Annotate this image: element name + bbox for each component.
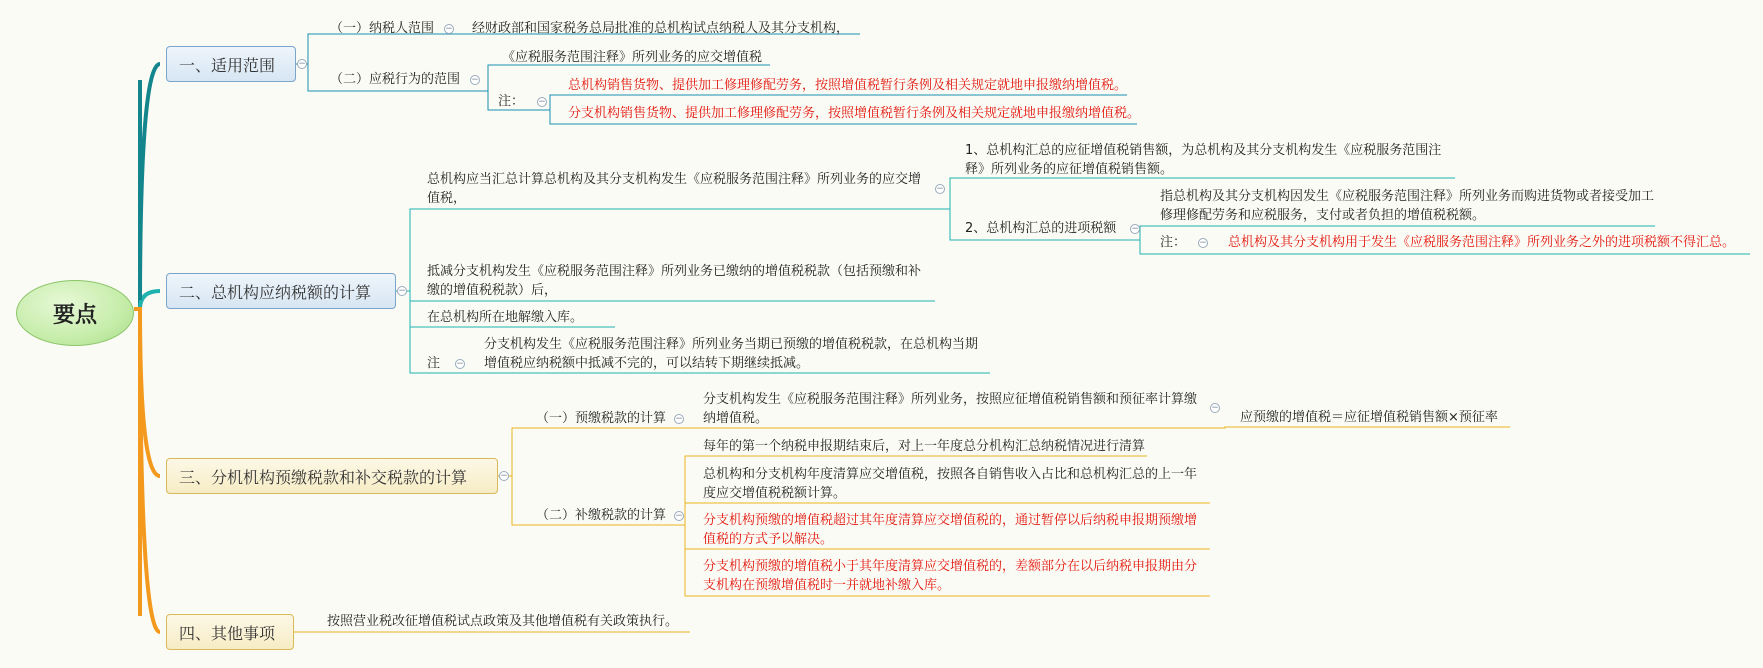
collapse-minus-icon[interactable]: −	[398, 286, 406, 296]
root-node[interactable]	[16, 280, 134, 346]
topic-other-matters[interactable]	[166, 614, 294, 650]
collapse-minus-icon[interactable]: −	[1131, 224, 1139, 234]
collapse-minus-icon[interactable]: −	[675, 414, 683, 424]
taxpayer-scope-text: 经财政部和国家税务总局批准的总机构试点纳税人及其分支机构，	[472, 21, 850, 36]
topic2-note-label: 注	[427, 356, 441, 371]
collapse-minus-icon[interactable]: −	[675, 511, 683, 521]
collapse-minus-icon[interactable]: −	[298, 59, 306, 69]
pay-text: 在总机构所在地解缴入库。	[427, 310, 584, 325]
input-tax-label: 2、总机构汇总的进项税额	[965, 221, 1117, 236]
collapse-minus-icon[interactable]: −	[456, 359, 464, 369]
collapse-minus-icon[interactable]: −	[1211, 403, 1219, 413]
input-note-text: 总机构及其分支机构用于发生《应税服务范围注释》所列业务之外的进项税额不得汇总。	[1228, 235, 1736, 250]
behavior-note-label: 注：	[498, 94, 525, 109]
collapse-minus-icon[interactable]: −	[471, 75, 479, 85]
collapse-minus-icon[interactable]: −	[1199, 238, 1207, 248]
topic-label: 四、其他事项	[179, 623, 276, 643]
input-tax-text: 指总机构及其分支机构因发生《应税服务范围注释》所列业务而购进货物或者接受加工修理修配劳务和应税服务，支付或者负担的增值税税额。	[1160, 189, 1655, 223]
topic-branch-prepay-calc[interactable]	[166, 458, 498, 494]
supplement-item-2: 总机构和分支机构年度清算应交增值税，按照各自销售收入占比和总机构汇总的上一年度应交增值税税额计算。	[703, 467, 1198, 501]
collapse-minus-icon[interactable]: −	[936, 184, 944, 194]
behavior-main-text: 《应税服务范围注释》所列业务的应交增值税	[502, 50, 763, 65]
topic-label: 二、总机构应纳税额的计算	[179, 282, 372, 302]
topic-label: 三、分机机构预缴税款和补交税款的计算	[179, 467, 468, 487]
supplement-label: （二）补缴税款的计算	[536, 508, 667, 523]
topic-label: 一、适用范围	[179, 55, 276, 75]
deduct-text: 抵减分支机构发生《应税服务范围注释》所列业务已缴纳的增值税税款（包括预缴和补缴的增值税税款）后，	[427, 264, 922, 298]
collapse-minus-icon[interactable]: −	[500, 471, 508, 481]
root-label: 要点	[52, 302, 97, 328]
summary-text: 总机构应当汇总计算总机构及其分支机构发生《应税服务范围注释》所列业务的应交增值税，	[427, 172, 922, 206]
prepay-text: 分支机构发生《应税服务范围注释》所列业务，按照应征增值税销售额和预征率计算缴纳增值税。	[703, 392, 1198, 426]
topic-applicable-scope[interactable]	[166, 46, 296, 82]
topic2-note-text: 分支机构发生《应税服务范围注释》所列业务当期已预缴的增值税税款，在总机构当期增值税应纳税额中抵减不完的，可以结转下期继续抵减。	[484, 337, 979, 371]
behavior-note-1: 总机构销售货物、提供加工修理修配劳务，按照增值税暂行条例及相关规定就地申报缴纳增值税。	[568, 78, 1128, 93]
taxpayer-scope-label: （一）纳税人范围	[330, 21, 435, 36]
prepay-formula: 应预缴的增值税＝应征增值税销售额×预征率	[1240, 410, 1498, 425]
topic-head-office-tax-calc[interactable]	[166, 273, 396, 309]
taxable-behavior-label: （二）应税行为的范围	[330, 72, 461, 87]
input-note-label: 注：	[1160, 235, 1187, 250]
other-matters-text: 按照营业税改征增值税试点政策及其他增值税有关政策执行。	[327, 614, 679, 629]
supplement-item-3: 分支机构预缴的增值税超过其年度清算应交增值税的，通过暂停以后纳税申报期预缴增值税的方式予以解决。	[703, 513, 1198, 547]
collapse-minus-icon[interactable]: −	[445, 24, 453, 34]
supplement-item-1: 每年的第一个纳税申报期结束后，对上一年度总分机构汇总纳税情况进行清算	[703, 439, 1146, 454]
behavior-note-2: 分支机构销售货物、提供加工修理修配劳务，按照增值税暂行条例及相关规定就地申报缴纳增值税。	[568, 106, 1141, 121]
collapse-minus-icon[interactable]: −	[538, 97, 546, 107]
sales-text: 1、总机构汇总的应征增值税销售额，为总机构及其分支机构发生《应税服务范围注释》所列业务的应征增值税销售额。	[965, 143, 1442, 177]
supplement-item-4: 分支机构预缴的增值税小于其年度清算应交增值税的，差额部分在以后纳税申报期由分支机构在预缴增值税时一并就地补缴入库。	[703, 559, 1198, 593]
prepay-label: （一）预缴税款的计算	[536, 411, 667, 426]
